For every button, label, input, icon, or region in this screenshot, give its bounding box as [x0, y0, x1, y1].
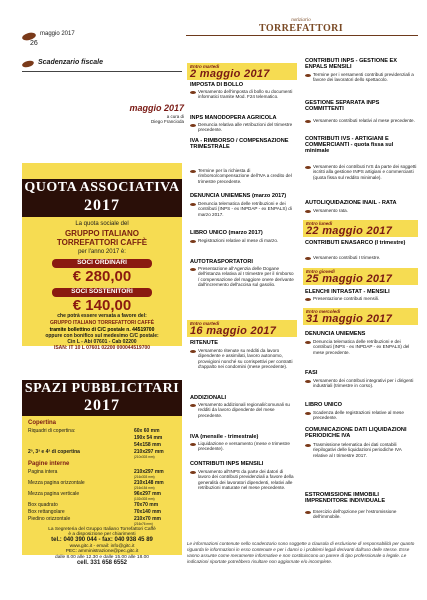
entry-text: Denuncia relativa alle retribuzioni del trimestre precedente. — [198, 122, 293, 133]
entry-text: Versamento rata. — [313, 208, 348, 213]
section-title: Scadenzario fiscale — [38, 59, 103, 66]
page-number: 26 — [30, 40, 38, 47]
entry-heading: INPS MANODOPERA AGRICOLA — [190, 115, 277, 121]
quota-tail-3: tramite bollettino di C/C postale n. 44519700 — [49, 327, 155, 333]
spazi-pec: PEC: amministrazione@pec.gitc.it — [65, 549, 139, 554]
entry-heading: ESTROMISSIONE IMMOBILI IMPRENDITORE INDIVIDUALE — [305, 492, 386, 504]
quota-tail-5: Cin L - Abi 07601 - Cab 02200 — [67, 339, 137, 345]
logo-subtitle: notiziario — [291, 18, 311, 23]
coffee-bean-icon — [305, 166, 311, 169]
entry-heading: DENUNCIA UNIEMENS (marzo 2017) — [190, 193, 287, 199]
coffee-bean-icon — [190, 350, 196, 353]
spazi-footer-2: è a disposizione per chiarimenti — [68, 532, 136, 537]
quota-tail-4: oppure con bonifico sul medesimo C/C postale: — [45, 333, 159, 339]
entry-heading: IMPOSTA DI BOLLO — [190, 82, 244, 88]
entry-heading: ADDIZIONALI — [190, 395, 227, 401]
byline-prefix: a cura di — [166, 114, 184, 119]
coffee-bean-icon — [305, 380, 311, 383]
coffee-bean-icon — [305, 257, 311, 260]
coffee-bean-icon — [305, 210, 311, 213]
coffee-bean-icon — [190, 203, 196, 206]
due-date: 2 maggio 2017 — [190, 68, 270, 80]
ad-size-note: (210x303 mm) — [134, 455, 155, 459]
entry-text: Termine per la richiesta di rimborso/compensazione dell'IVA a credito del trimestre precedente. — [198, 168, 292, 184]
coffee-bean-icon — [190, 443, 196, 446]
entry-text: Registrazioni relative al mese di marzo. — [198, 238, 279, 243]
soci-ordinari-label: SOCI ORDINARI — [77, 259, 127, 266]
entry-heading: LIBRO UNICO — [305, 402, 342, 408]
coffee-bean-icon — [305, 511, 311, 514]
coffee-bean-icon — [190, 268, 196, 271]
ad-row: Pagina intera 210x297 mm — [28, 469, 164, 475]
header-date: maggio 2017 — [40, 31, 75, 37]
ad-row: Mezza pagina verticale 96x297 mm — [28, 491, 161, 497]
entry-text: Versamento contributi I trimestre. — [313, 255, 381, 260]
spazi-phone: tel.: 040 390 044 - fax: 040 938 45 89 — [51, 537, 153, 543]
pagine-interne-heading: Pagine interne — [28, 461, 70, 467]
entry-text: Termine per i versamenti contributi previdenziali a favore dei lavoratori dello spettacolo. — [313, 72, 414, 83]
ad-row: Box rettangolare 70x140 mm — [28, 509, 161, 515]
entry-heading: IVA (mensile - trimestrale) — [190, 434, 259, 440]
soci-sostenitori-label: SOCI SOSTENITORI — [71, 288, 133, 295]
entry-text: Trasmissione telematica dei dati contabili riepilogativi delle liquidazioni periodiche IVA relative al I trimestre 2017. — [313, 442, 402, 458]
entry-text: Versamento dei contributi IVS da parte dei soggetti iscritti alla gestione INPS artigiani e commercianti (quota fissa sul reddito minimale). — [313, 164, 417, 180]
entry-heading: GESTIONE SEPARATA INPS COMMITTENTI — [305, 100, 380, 112]
header-rule — [186, 35, 418, 36]
entry-text: Denuncia telematica delle retribuzioni e dei contributi (INPS - ex INPDAP - ex ENPALS) di marzo 2017. — [198, 201, 292, 217]
entry-text: Liquidazione e versamento (mese e trimestre precedente). — [198, 441, 290, 452]
entry-heading: AUTOTRASPORTATORI — [190, 259, 253, 265]
entry-heading: COMUNICAZIONE DATI LIQUIDAZIONI PERIODICHE IVA — [305, 427, 407, 439]
quota-gruppo-line1: GRUPPO ITALIANO — [64, 229, 140, 238]
entry-text: Versamento all'INPS da parte dei datori di lavoro dei contributi previdenziali a favore della generalità dei lavoratori dipendenti, relativi alle retribuzioni maturate nel mese precedente. — [198, 469, 294, 491]
logo: TORREFATTORI — [258, 23, 344, 34]
entry-text: Presentazione contributi mensili. — [313, 296, 380, 301]
due-label: Entro mercoledì — [306, 309, 341, 314]
coffee-bean-icon — [21, 60, 34, 69]
ad-row: Box quadrato 70x70 mm — [28, 502, 159, 508]
ad-row: Piedino orizzontale 210x70 mm — [28, 516, 161, 522]
quota-intro: La quota sociale del — [75, 221, 129, 227]
entry-text: Presentazione all'Agenzia delle Dogane dell'istanza relativa al I trimestre per il rimborso / compensazione del maggiore onere derivante dall'incremento dell'accisa sul gasolio. — [198, 266, 294, 288]
coffee-bean-icon — [305, 74, 311, 77]
section-rule — [22, 71, 182, 72]
quota-tail-6: ISAN: IT 10 L 07601 02200 000044519700 — [53, 345, 151, 351]
coffee-bean-icon — [305, 120, 311, 123]
entry-text: Scadenza delle registrazioni relative al mese precedente. — [313, 410, 404, 421]
ad-size-note: (216x154 mm) — [134, 486, 155, 490]
entry-text: Versamento dell'imposta di bollo su documenti informatici tramite Mod. F24 telematico. — [198, 89, 293, 100]
entry-heading: AUTOLIQUIDAZIONE INAIL - RATA — [305, 200, 397, 206]
entry-text: Versamento ritenute su redditi da lavoro dipendente e assimilati, lavoro autonomo, provvigioni nonché su corrispettivi per contratti d'appalto nei condomini (mese precedente). — [198, 348, 293, 370]
quota-tail-1: che potrà essere versata a favore del: — [57, 313, 147, 319]
entry-text: Versamento addizionali regionali/comunali su redditi da lavoro dipendente del mese precedente. — [198, 402, 290, 418]
spazi-title: SPAZI PUBBLICITARI — [24, 381, 180, 396]
soci-sostenitori-price: € 140,00 — [72, 297, 132, 314]
entry-text: Denuncia telematica delle retribuzioni e dei contributi (INPS - ex INPDAP - ex ENPALS) del mese precedente. — [313, 339, 410, 355]
coffee-bean-icon — [305, 298, 311, 301]
entry-heading: FASI — [305, 370, 318, 376]
ad-size-note: (216x76 mm) — [134, 522, 153, 526]
ad-row: Riquadri di copertina: 60x 60 mm — [28, 428, 160, 434]
coffee-bean-icon — [190, 471, 196, 474]
soci-ordinari-price: € 280,00 — [72, 268, 132, 285]
spazi-web: www.gitc.it - email: info@gitc.it — [69, 544, 135, 549]
due-date: 22 maggio 2017 — [306, 225, 393, 237]
ad-row: Mezza pagina orizzontale 210x148 mm — [28, 480, 164, 486]
entry-text: Versamento dei contributi integrativi per i dirigenti industriali (trimestre in corso). — [313, 378, 414, 389]
quota-anno: per l'anno 2017 è: — [78, 249, 126, 255]
entry-heading: RITENUTE — [190, 340, 218, 346]
due-label: Entro giovedì — [306, 269, 335, 274]
section-month: maggio 2017 — [129, 103, 184, 113]
due-label: Entro lunedì — [306, 221, 333, 226]
entry-heading: CONTRIBUTI ENASARCO (I trimestre) — [305, 240, 406, 246]
coffee-bean-icon — [305, 341, 311, 344]
ad-row: 190x 54 mm — [134, 435, 163, 441]
due-label: Entro martedì — [190, 64, 220, 69]
entry-text: Versamento contributi relativi al mese precedente. — [313, 118, 415, 123]
ad-size-note: (102x303 mm) — [134, 497, 155, 501]
quota-gruppo-line2: TORREFATTORI CAFFÈ — [56, 238, 148, 247]
due-date: 16 maggio 2017 — [190, 325, 277, 337]
entry-heading: CONTRIBUTI INPS - GESTIONE EX ENPALS MENSILI — [305, 58, 397, 70]
quota-tail-2: GRUPPO ITALIANO TORREFATTORI CAFFÈ — [49, 320, 155, 326]
coffee-bean-icon — [305, 412, 311, 415]
coffee-bean-icon — [190, 91, 196, 94]
coffee-bean-icon — [190, 124, 196, 127]
coffee-bean-icon — [190, 404, 196, 407]
spazi-cell: cell. 331 658 6552 — [76, 560, 128, 566]
due-date: 31 maggio 2017 — [306, 313, 393, 325]
due-date: 25 maggio 2017 — [306, 273, 393, 285]
entry-text: Esercizio dell'opzione per l'estromissione dell'immobile. — [313, 509, 397, 520]
spazi-footer-1: La Segreteria del Gruppo Italiano Torrefattori Caffè — [48, 527, 156, 532]
due-label: Entro martedì — [190, 321, 220, 326]
coffee-bean-icon — [190, 240, 196, 243]
entry-heading: DENUNCIA UNIEMENS — [305, 331, 366, 337]
coffee-bean-icon — [305, 444, 311, 447]
entry-heading: IVA - RIMBORSO / COMPENSAZIONE TRIMESTRALE — [190, 138, 289, 150]
spazi-year: 2017 — [84, 397, 120, 414]
entry-heading: LIBRO UNICO (marzo 2017) — [190, 230, 263, 236]
ad-row: 54x158 mm — [134, 442, 161, 448]
ad-row: 2ª, 3ª e 4ª di copertina 210x297 mm — [28, 449, 164, 455]
entry-heading: CONTRIBUTI IVS - ARTIGIANI E COMMERCIANTI - quota fissa sul minimale — [305, 136, 394, 154]
quota-year: 2017 — [84, 197, 120, 214]
spazi-hours: dalle 8.00 alle 12.30 e dalle 15.00 alle 18.00 — [55, 555, 149, 560]
copertina-heading: Copertina — [28, 420, 57, 426]
entry-heading: CONTRIBUTI INPS MENSILI — [190, 461, 264, 467]
disclaimer: Le informazioni contenute nello scadenzario sono soggette a clausola di esclusione di responsabilità per quanto riguarda le informazioni in esso contenute e per i danni o i problemi legali derivanti dall'uso delle stesse. Esse vanno assunte come meramente informative e non costituiscono un parere di tipo professionale o legale. Le indicazioni riportate potrebbero risultare non aggiornate e/o incomplete. — [187, 541, 415, 564]
quota-title: QUOTA ASSOCIATIVA — [24, 180, 180, 195]
coffee-bean-icon — [190, 170, 196, 173]
byline-author: Diego Francioda — [150, 119, 184, 124]
entry-heading: ELENCHI INTRASTAT - MENSILI — [305, 289, 390, 295]
ad-size-note: (216x303 mm) — [134, 475, 155, 479]
